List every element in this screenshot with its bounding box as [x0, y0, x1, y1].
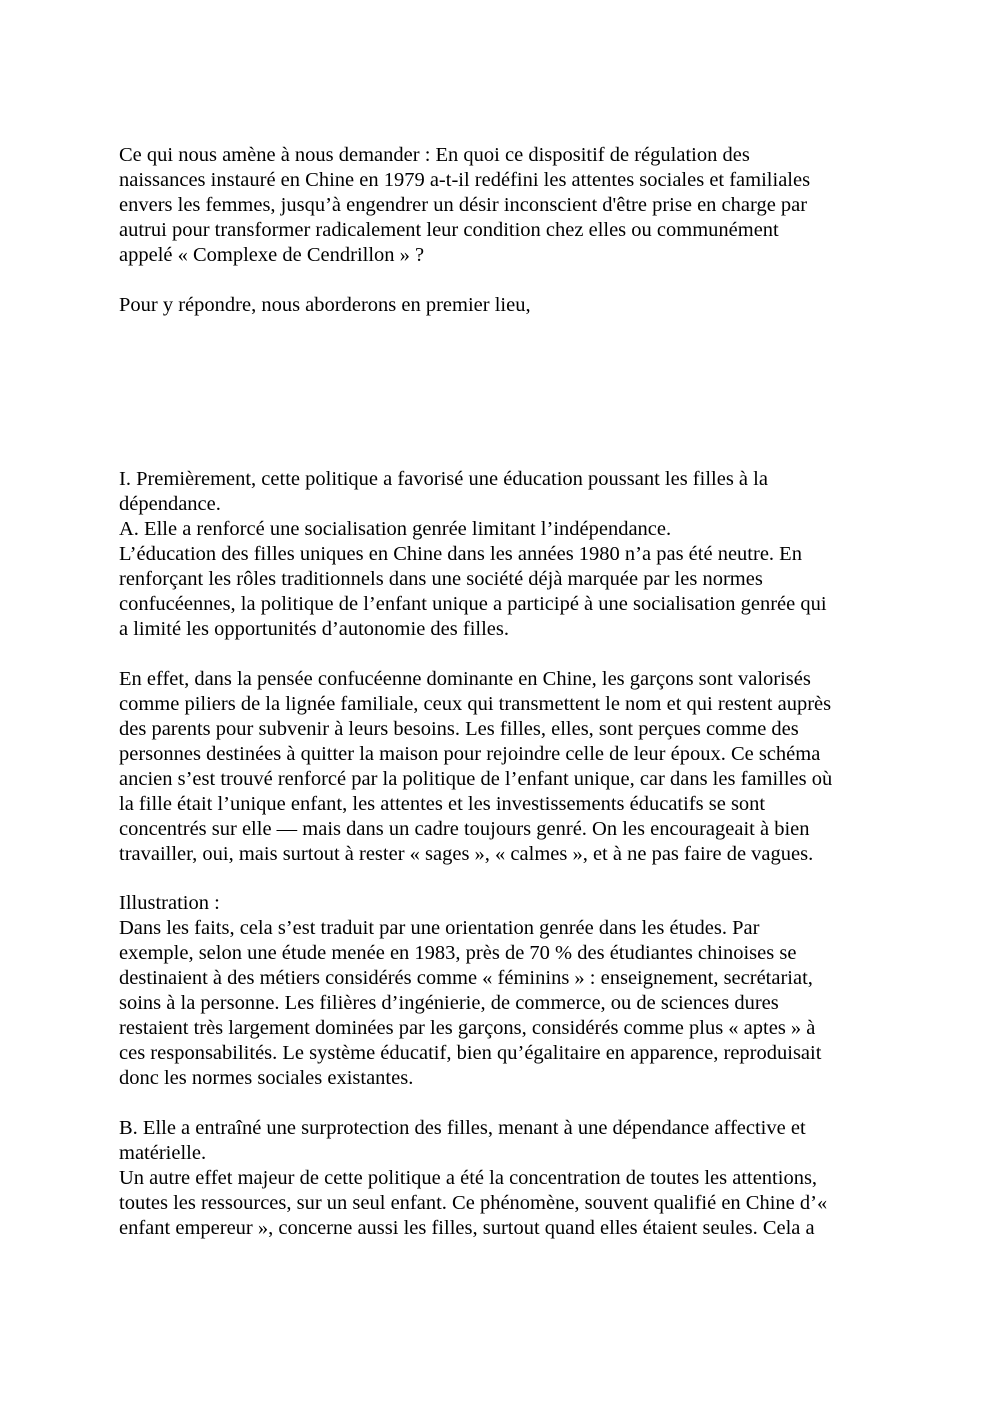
part-b-section — [119, 1116, 879, 1241]
text-line: personnes destinées à quitter la maison pour rejoindre celle de leur époux. Ce schéma — [119, 743, 821, 765]
text-line: autrui pour transformer radicalement leur condition chez elles ou communément — [119, 219, 779, 241]
text-line: Dans les faits, cela s’est traduit par une orientation genrée dans les études. Par — [119, 917, 760, 939]
text-line: envers les femmes, jusqu’à engendrer un désir inconscient d'être prise en charge par — [119, 194, 808, 216]
text-line: concentrés sur elle — mais dans un cadre toujours genré. On les encourageait à bien — [119, 818, 810, 840]
plan-intro-paragraph — [119, 293, 879, 318]
text-line: comme piliers de la lignée familiale, ceux qui transmettent le nom et qui restent auprès — [119, 693, 832, 715]
text-line: Pour y répondre, nous aborderons en premier lieu, — [119, 294, 531, 316]
part-one-section — [119, 467, 879, 642]
text-line: restaient très largement dominées par les garçons, considérés comme plus « aptes » à — [119, 1017, 816, 1039]
text-line: ancien s’est trouvé renforcé par la politique de l’enfant unique, car dans les familles où — [119, 768, 833, 790]
text-line: naissances instauré en Chine en 1979 a-t-il redéfini les attentes sociales et familiales — [119, 169, 811, 191]
text-line: ces responsabilités. Le système éducatif, bien qu’égalitaire en apparence, reproduisait — [119, 1042, 822, 1064]
section-heading-line: dépendance. — [119, 493, 221, 515]
text-line: exemple, selon une étude menée en 1983, près de 70 % des étudiantes chinoises se — [119, 942, 797, 964]
text-line: Ce qui nous amène à nous demander : En quoi ce dispositif de régulation des — [119, 144, 750, 166]
text-line: toutes les ressources, sur un seul enfant. Ce phénomène, souvent qualifié en Chine d’« — [119, 1192, 828, 1214]
illustration-label: Illustration : — [119, 892, 220, 914]
text-line: a limité les opportunités d’autonomie des filles. — [119, 618, 509, 640]
text-line: renforçant les rôles traditionnels dans une société déjà marquée par les normes — [119, 568, 763, 590]
text-line: enfant empereur », concerne aussi les filles, surtout quand elles étaient seules. Cela a — [119, 1217, 815, 1239]
text-line: travailler, oui, mais surtout à rester « sages », « calmes », et à ne pas faire de vagues. — [119, 843, 814, 865]
subsection-heading-line: A. Elle a renforcé une socialisation genrée limitant l’indépendance. — [119, 518, 672, 540]
subsection-heading-line: matérielle. — [119, 1142, 207, 1164]
text-line: la fille était l’unique enfant, les attentes et les investissements éducatifs se sont — [119, 793, 766, 815]
research-question-paragraph — [119, 143, 879, 268]
confucian-paragraph — [119, 667, 879, 867]
text-line: donc les normes sociales existantes. — [119, 1067, 414, 1089]
text-line: confucéennes, la politique de l’enfant unique a participé à une socialisation genrée qui — [119, 593, 827, 615]
text-line: En effet, dans la pensée confucéenne dominante en Chine, les garçons sont valorisés — [119, 668, 811, 690]
text-line: des parents pour subvenir à leurs besoins. Les filles, elles, sont perçues comme des — [119, 718, 799, 740]
subsection-heading-line: B. Elle a entraîné une surprotection des filles, menant à une dépendance affective et — [119, 1117, 806, 1139]
text-line: Un autre effet majeur de cette politique a été la concentration de toutes les attentions, — [119, 1167, 818, 1189]
text-line: soins à la personne. Les filières d’ingénierie, de commerce, ou de sciences dures — [119, 992, 779, 1014]
section-heading-line: I. Premièrement, cette politique a favorisé une éducation poussant les filles à la — [119, 468, 768, 490]
text-line: appelé « Complexe de Cendrillon » ? — [119, 244, 425, 266]
illustration-paragraph — [119, 891, 879, 1091]
text-line: destinaient à des métiers considérés comme « féminins » : enseignement, secrétariat, — [119, 967, 813, 989]
text-line: L’éducation des filles uniques en Chine dans les années 1980 n’a pas été neutre. En — [119, 543, 802, 565]
